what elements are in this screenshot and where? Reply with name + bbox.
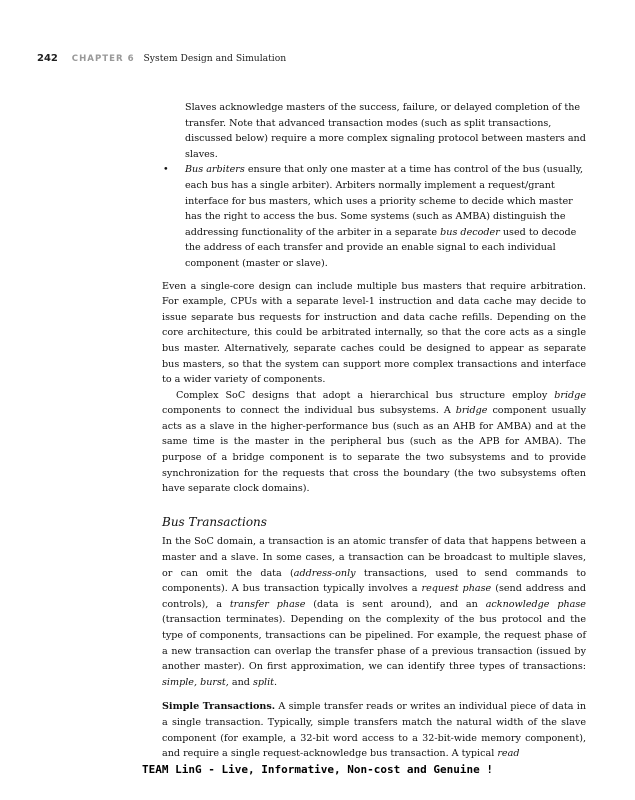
section-heading: Bus Transactions	[162, 514, 267, 529]
chapter-label: CHAPTER 6	[71, 54, 135, 64]
chapter-title: System Design and Simulation	[143, 53, 287, 64]
paragraph-bridges: Complex SoC designs that adopt a hierarchical bus structure employ bridge components to connect the individual bus subsystems. A bridge component usually acts as a slave in the higher-performance bus (such as an AHB for AMBA) and at the same time is the master in the peripheral bus (such as the APB for AMBA). The purpose of a bridge component is to separate the two subsystems and to provide synchronization for the requests that cross the boundary (the two subsystems often have separate clock domains).	[162, 389, 587, 495]
list-item-bus-arbiters	[162, 162, 586, 271]
list-item-text: Bus arbiters ensure that only one master at a time has control of the bus (usually, each bus has a single arbiter). Arbiters normally implement a request/grant interface for bus masters, which uses a priority scheme to decide which master has the right to access the bus. Some systems (such as AMBA) distinguish the addressing functionality of the arbiter in a separate bus decoder used to decode the address of each transfer and provide an enable signal to each individual component (master or slave).	[185, 164, 584, 269]
body-text	[162, 100, 586, 762]
watermark-footer: TEAM LinG - Live, Informative, Non-cost and Genuine !	[142, 763, 493, 776]
continuation-paragraph: Slaves acknowledge masters of the success, failure, or delayed completion of the transfer. Note that advanced transaction modes (such as split transactions, discussed below) require a more complex signaling protocol between masters and slaves.	[185, 102, 586, 160]
page-number: 242	[37, 53, 58, 64]
paragraph-arbitration: Even a single-core design can include multiple bus masters that require arbitration. For example, CPUs with a separate level-1 instruction and data cache may decide to issue separate bus requests for instruction and data cache refills. Depending on the core architecture, this could be arbitrated internally, so that the core acts as a single bus master. Alternatively, separate caches could be designed to appear as separate bus masters, so that the system can support more complex transactions and interface to a wider variety of components.	[162, 280, 586, 386]
paragraph-simple-transactions: Simple Transactions. A simple transfer reads or writes an individual piece of data in a single transaction. Typically, simple transfers match the natural width of the slave component (for example, a 32-bit word access to a 32-bit-wide memory component), and require a single request-acknowledge bus transaction. A typical read	[162, 701, 586, 760]
term-bus-decoder: bus decoder	[440, 226, 500, 238]
bullet-icon: •	[163, 164, 169, 176]
term-bus-arbiters: Bus arbiters	[185, 164, 245, 176]
run-in-heading: Simple Transactions.	[162, 701, 276, 713]
paragraph-transactions: In the SoC domain, a transaction is an atomic transfer of data that happens between a master and a slave. In some cases, a transaction can be broadcast to multiple slaves, or can omit the data (address-only transactions, used to send commands to components). A bus transaction typically involves a request phase (send address and controls), a transfer phase (data is sent around), and an acknowledge phase (transaction terminates). Depending on the complexity of the bus protocol and the type of components, transactions can be pipelined. For example, the request phase of a new transaction can overlap the transfer phase of a previous transaction (issued by another master). On first approximation, we can identify three types of transactions: simple, burst, and split.	[162, 536, 586, 688]
running-header	[37, 53, 286, 64]
